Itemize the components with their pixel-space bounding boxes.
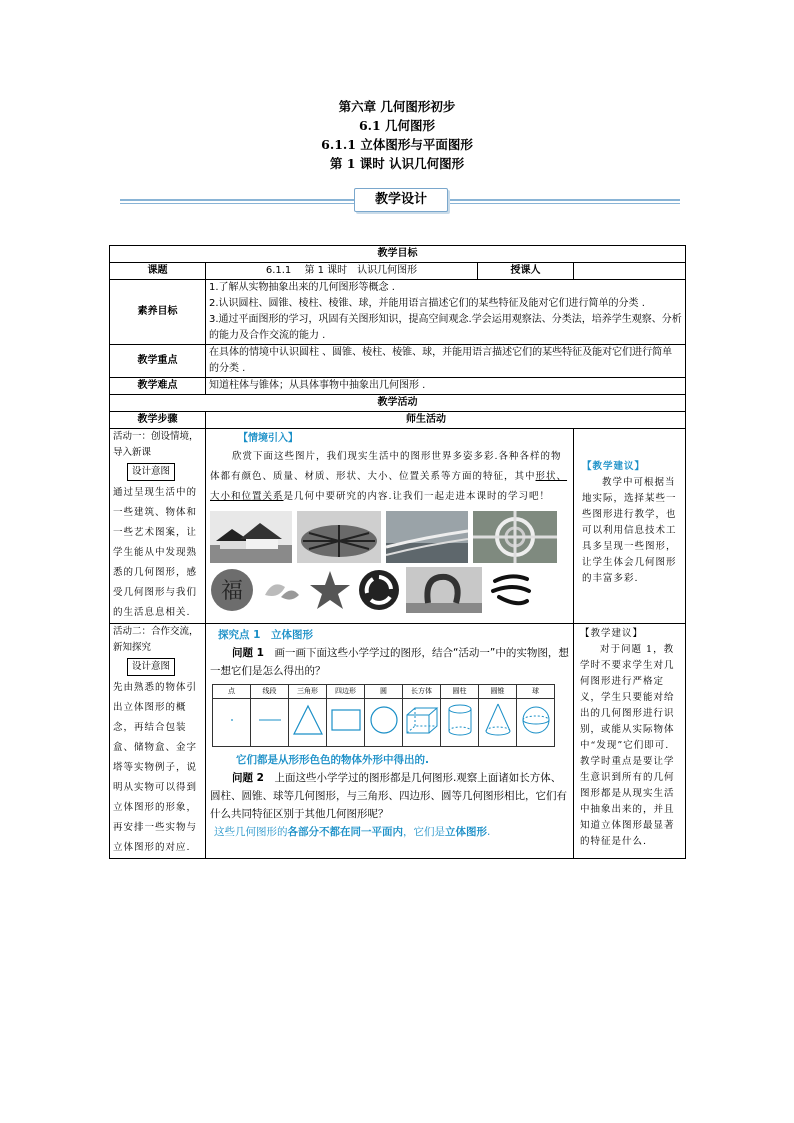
lesson-title: 第 1 课时 认识几何图形 [329, 156, 465, 171]
literacy-goals [206, 280, 686, 345]
teacher-student-label: 师生活动 [206, 412, 686, 429]
difficulty-label: 教学难点 [110, 378, 206, 395]
activity2-content [206, 624, 574, 859]
teaching-design-banner [120, 188, 680, 214]
shape-header-cell: 圆 [365, 685, 403, 699]
fu-character-image [210, 567, 254, 613]
houses-image [210, 511, 292, 563]
question-2-label: 问题 2 [232, 772, 264, 784]
segment-shape [251, 699, 289, 747]
literacy-goal-3: 3.通过平面图形的学习，巩固有关图形知识，提高空间观念.学会运用观察法、分类法，培养学生观察、分析的能力及合作交流的能力 . [209, 314, 682, 341]
shapes-table [212, 684, 555, 747]
intro-underline: 形状、大小和位置关系 [210, 471, 568, 502]
chapter-title: 第六章 几何图形初步 [338, 99, 456, 114]
shape-header-cell: 线段 [251, 685, 289, 699]
calligraphy-image [487, 567, 535, 613]
point-shape [213, 699, 251, 747]
topic-label: 课题 [110, 263, 206, 280]
question-2 [210, 769, 569, 823]
section-title: 6.1 几何图形 [358, 118, 436, 133]
activity2-cell [110, 624, 206, 859]
shape-header-cell: 三角形 [289, 685, 327, 699]
sphere-shape [517, 699, 555, 747]
activity2-design-text: 先由熟悉的物体引出立体图形的概念，再结合包装盒、储物盒、金字塔等实物例子，说明从实物可以得到立体图形的形象，再安排一些实物与立体图形的对应. [113, 682, 198, 853]
answer-1: 它们都是从形形色色的物体外形中得出的. [236, 754, 429, 766]
design-intent-label: 设计意图 [127, 658, 175, 676]
question-2-text: 上面这些小学学过的图形都是几何图形.观察上面诸如长方体、圆柱、圆锥、球等几何图形，与三角形、四边形、圆等几何图形相比，它们有什么共同特征区别于其他几何图形呢？ [210, 772, 567, 820]
cuboid-shape [403, 699, 441, 747]
difficulty-text: 知道柱体与锥体；从具体事物中抽象出几何图形 . [206, 378, 686, 395]
activity2-title: 活动二：合作交流，新知探究 [113, 626, 199, 653]
suggestion-text: 对于问题 1，教学时不要求学生对几何图形进行严格定义，学生只要能对给出的几何图形进行识别，或能从实际物体中“发现”它们即可.教学时重点是要让学生意识到所有的几何图形都是从现实生活中抽象出来的，并且知道立体图形最显著的特征是什么. [580, 644, 675, 847]
key-label: 教学重点 [110, 345, 206, 378]
starfish-image [308, 567, 352, 613]
svg-text:福: 福 [220, 579, 244, 604]
intro-tag: 【情境引入】 [238, 433, 298, 444]
bridge-image [386, 511, 468, 563]
shape-header-cell: 圆柱 [441, 685, 479, 699]
stadium-image [297, 511, 381, 563]
shells-image [259, 567, 303, 613]
shape-header-cell: 点 [213, 685, 251, 699]
intro-text-part: 是几何中要研究的内容.让我们一起走进本课时的学习吧！ [283, 491, 551, 502]
activity1-cell [110, 429, 206, 624]
answer-2-part: ，它们是 [403, 826, 445, 838]
answer-2 [214, 823, 569, 841]
activity1-design-text: 通过呈现生活中的一些建筑、物体和一些艺术图案，让学生能从中发现熟悉的几何图形，感受几何图形与我们的生活息息相关. [113, 487, 198, 618]
activity1-title: 活动一：创设情境，导入新课 [113, 431, 199, 458]
suggestion-tag: 【教学建议】 [582, 461, 646, 472]
image-row-2 [210, 567, 569, 613]
teacher-value [574, 263, 686, 280]
shape-header-cell: 四边形 [327, 685, 365, 699]
activity1-suggestion [574, 429, 686, 624]
intro-text [210, 447, 569, 507]
answer-2-part: . [487, 826, 491, 838]
explore-tag: 探究点 1 立体图形 [218, 629, 313, 641]
steps-label: 教学步骤 [110, 412, 206, 429]
triangle-shape [289, 699, 327, 747]
circle-shape [365, 699, 403, 747]
lesson-table [109, 245, 686, 859]
question-1 [210, 644, 569, 680]
goals-header: 教学目标 [110, 246, 686, 263]
shape-header-cell: 球 [517, 685, 555, 699]
title-block [0, 97, 794, 173]
question-1-label: 问题 1 [232, 647, 264, 659]
sculpture-image [406, 567, 482, 613]
literacy-goal-2: 2.认识圆柱、圆锥、棱柱、棱锥、球，并能用语言描述它们的某些特征及能对它们进行简单的分类 . [209, 298, 645, 309]
image-row-1 [210, 511, 569, 563]
activity-header: 教学活动 [110, 395, 686, 412]
shape-header-cell: 圆锥 [479, 685, 517, 699]
quadrilateral-shape [327, 699, 365, 747]
activity1-content [206, 429, 574, 624]
subsection-title: 6.1.1 立体图形与平面图形 [321, 137, 473, 152]
cone-shape [479, 699, 517, 747]
answer-2-bold: 各部分不都在同一平面内 [287, 826, 403, 838]
shapes-header-row [213, 685, 555, 699]
literacy-label: 素养目标 [110, 280, 206, 345]
literacy-goal-1: 1.了解从实物抽象出来的几何图形等概念 . [209, 282, 395, 293]
answer-2-bold: 立体图形 [445, 826, 487, 838]
topic-value: 6.1.1 第 1 课时 认识几何图形 [206, 263, 478, 280]
design-intent-label: 设计意图 [127, 463, 175, 481]
shape-header-cell: 长方体 [403, 685, 441, 699]
interchange-image [473, 511, 557, 563]
suggestion-text: 教学中可根据当地实际，选择某些一些图形进行教学，也可以利用信息技术工具多呈现一些图形，让学生体会几何图形的丰富多彩. [582, 477, 677, 584]
shapes-drawing-row [213, 699, 555, 747]
answer-2-part: 这些几何图形的 [214, 826, 288, 838]
activity2-suggestion [574, 624, 686, 859]
question-1-text: 画一画下面这些小学学过的图形，结合“活动一”中的实物图，想一想它们是怎么得出的？ [210, 647, 569, 677]
key-text: 在具体的情境中认识圆柱 、圆锥、棱柱、棱锥、球，并能用语言描述它们的某些特征及能对它们进行简单的分类 . [206, 345, 686, 378]
teacher-label: 授课人 [478, 263, 574, 280]
intro-text-part: 欣赏下面这些图片，我们现实生活中的图形世界多姿多彩.各种各样的物体都有颜色、质量、材质、形状、大小、位置关系等方面的特征，其中 [210, 451, 562, 482]
banner-label: 教学设计 [354, 188, 448, 212]
suggestion-tag: 【教学建议】 [580, 628, 644, 639]
roundabout-sign-image [357, 567, 401, 613]
cylinder-shape [441, 699, 479, 747]
